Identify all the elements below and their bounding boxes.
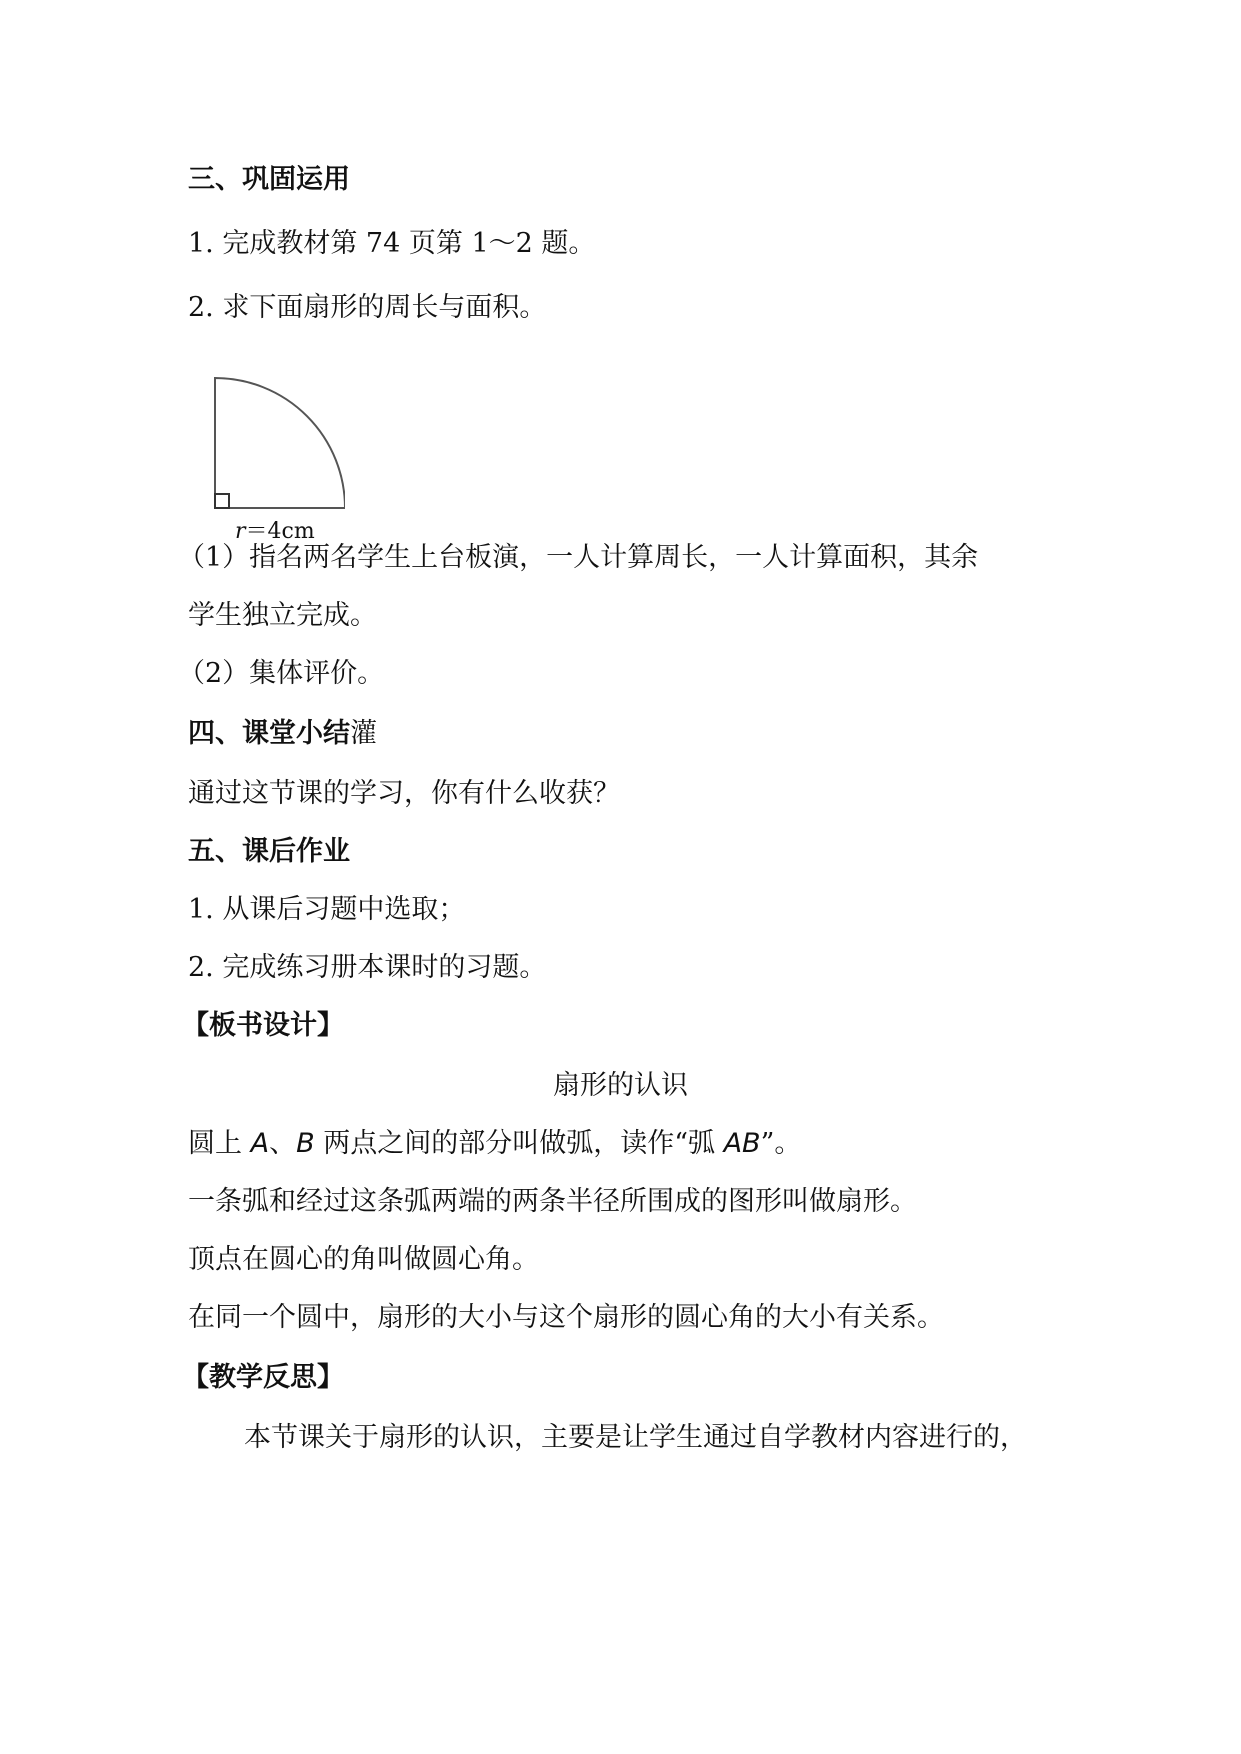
section-3-item-2: 2. 求下面扇形的周长与面积。 xyxy=(188,292,547,323)
section-5-item-2: 2. 完成练习册本课时的习题。 xyxy=(188,952,547,983)
board-design-line-1 xyxy=(188,1126,801,1162)
section-4-heading xyxy=(188,716,377,752)
arc-ab-label: AB xyxy=(723,1128,761,1159)
board-design-heading: 【板书设计】 xyxy=(182,1010,344,1041)
board-design-line-4: 在同一个圆中，扇形的大小与这个扇形的圆心角的大小有关系。 xyxy=(188,1302,944,1333)
board-design-line-3: 顶点在圆心的角叫做圆心角。 xyxy=(188,1244,539,1275)
board-line-1-part-c: 两点之间的部分叫做弧，读作“弧 xyxy=(314,1128,724,1159)
section-3-step-1-line-1: （1）指名两名学生上台板演，一人计算周长，一人计算面积，其余 xyxy=(178,542,979,573)
radius-label xyxy=(235,519,315,542)
section-4-heading-tail: 灌 xyxy=(350,718,377,749)
radius-label-value: ＝4cm xyxy=(245,519,315,542)
board-design-line-2: 一条弧和经过这条弧两端的两条半径所围成的图形叫做扇形。 xyxy=(188,1186,917,1217)
section-3-item-1: 1. 完成教材第 74 页第 1～2 题。 xyxy=(188,228,596,259)
section-4-text: 通过这节课的学习，你有什么收获？ xyxy=(188,778,620,809)
section-5-heading: 五、课后作业 xyxy=(188,836,350,867)
right-angle-marker xyxy=(215,494,229,508)
point-b-label: B xyxy=(296,1128,315,1159)
board-line-1-part-b: 、 xyxy=(269,1128,297,1159)
radius-label-var: r xyxy=(235,519,246,542)
section-4-heading-text: 四、课堂小结 xyxy=(188,718,350,749)
board-line-1-part-d: ”。 xyxy=(760,1128,802,1159)
teaching-reflection-text: 本节课关于扇形的认识，主要是让学生通过自学教材内容进行的， xyxy=(244,1422,1027,1453)
section-3-step-1-line-2: 学生独立完成。 xyxy=(188,600,377,631)
sector-outline xyxy=(215,378,345,508)
quarter-circle-sector-figure xyxy=(205,372,345,542)
section-3-heading: 三、巩固运用 xyxy=(188,164,350,195)
board-line-1-part-a: 圆上 xyxy=(188,1128,251,1159)
section-5-item-1: 1. 从课后习题中选取； xyxy=(188,894,466,925)
teaching-reflection-heading: 【教学反思】 xyxy=(182,1362,344,1393)
point-a-label: A xyxy=(250,1128,270,1159)
section-3-step-2: （2）集体评价。 xyxy=(178,658,385,689)
board-design-title: 扇形的认识 xyxy=(553,1070,688,1101)
